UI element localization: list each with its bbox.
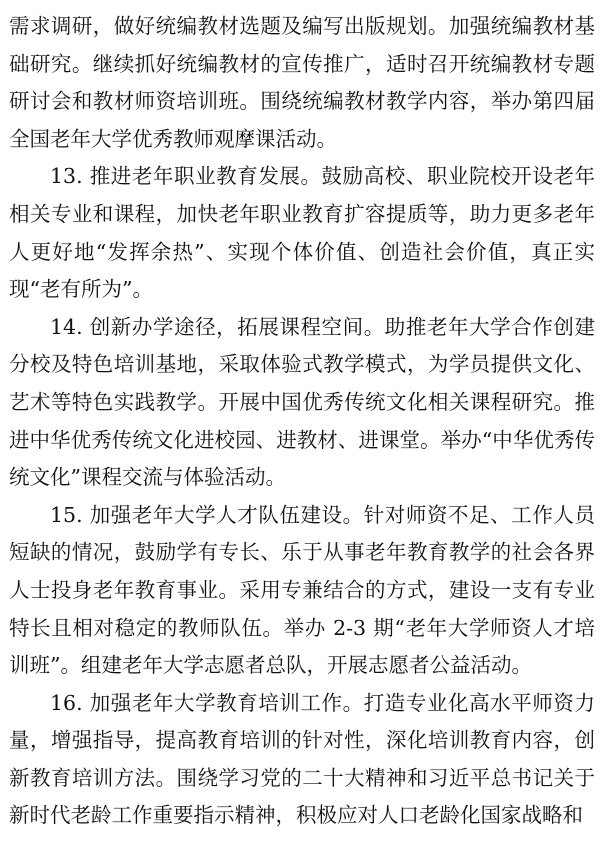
paragraph-continuation: 需求调研，做好统编教材选题及编写出版规划。加强统编教材基础研究。继续抓好统编教材的宣传推广，适时召开统编教材专题研讨会和教材师资培训班。围绕统编教材教学内容，举办第四届全国老年大学优秀教师观摩课活动。 [9, 14, 595, 151]
paragraph-item-13: 13. 推进老年职业教育发展。鼓励高校、职业院校开设老年相关专业和课程，加快老年职业教育扩容提质等，助力更多老年人更好地“发挥余热”、实现个体价值、创造社会价值，真正实现“老有所为”。 [9, 164, 595, 302]
paragraph-item-14: 14. 创新办学途径，拓展课程空间。助推老年大学合作创建分校及特色培训基地，采取体验式教学模式，为学员提供文化、艺术等特色实践教学。开展中国优秀传统文化相关课程研究。推进中华优秀传统文化进校园、进教材、进课堂。举办“中华优秀传统文化”课程交流与体验活动。 [9, 314, 595, 490]
paragraph-item-15: 15. 加强老年大学人才队伍建设。针对师资不足、工作人员短缺的情况，鼓励学有专长、乐于从事老年教育教学的社会各界人士投身老年教育事业。采用专兼结合的方式，建设一支有专业特长且相对稳定的教师队伍。举办 2-3 期“老年大学师资人才培训班”。组建老年大学志愿者总队，开展志愿者公益活动。 [9, 502, 595, 678]
paragraph-item-16: 16. 加强老年大学教育培训工作。打造专业化高水平师资力量，增强指导，提高教育培训的针对性，深化培训教育内容，创新教育培训方法。围绕学习党的二十大精神和习近平总书记关于新时代老龄工作重要指示精神，积极应对人口老龄化国家战略和 [9, 690, 595, 828]
